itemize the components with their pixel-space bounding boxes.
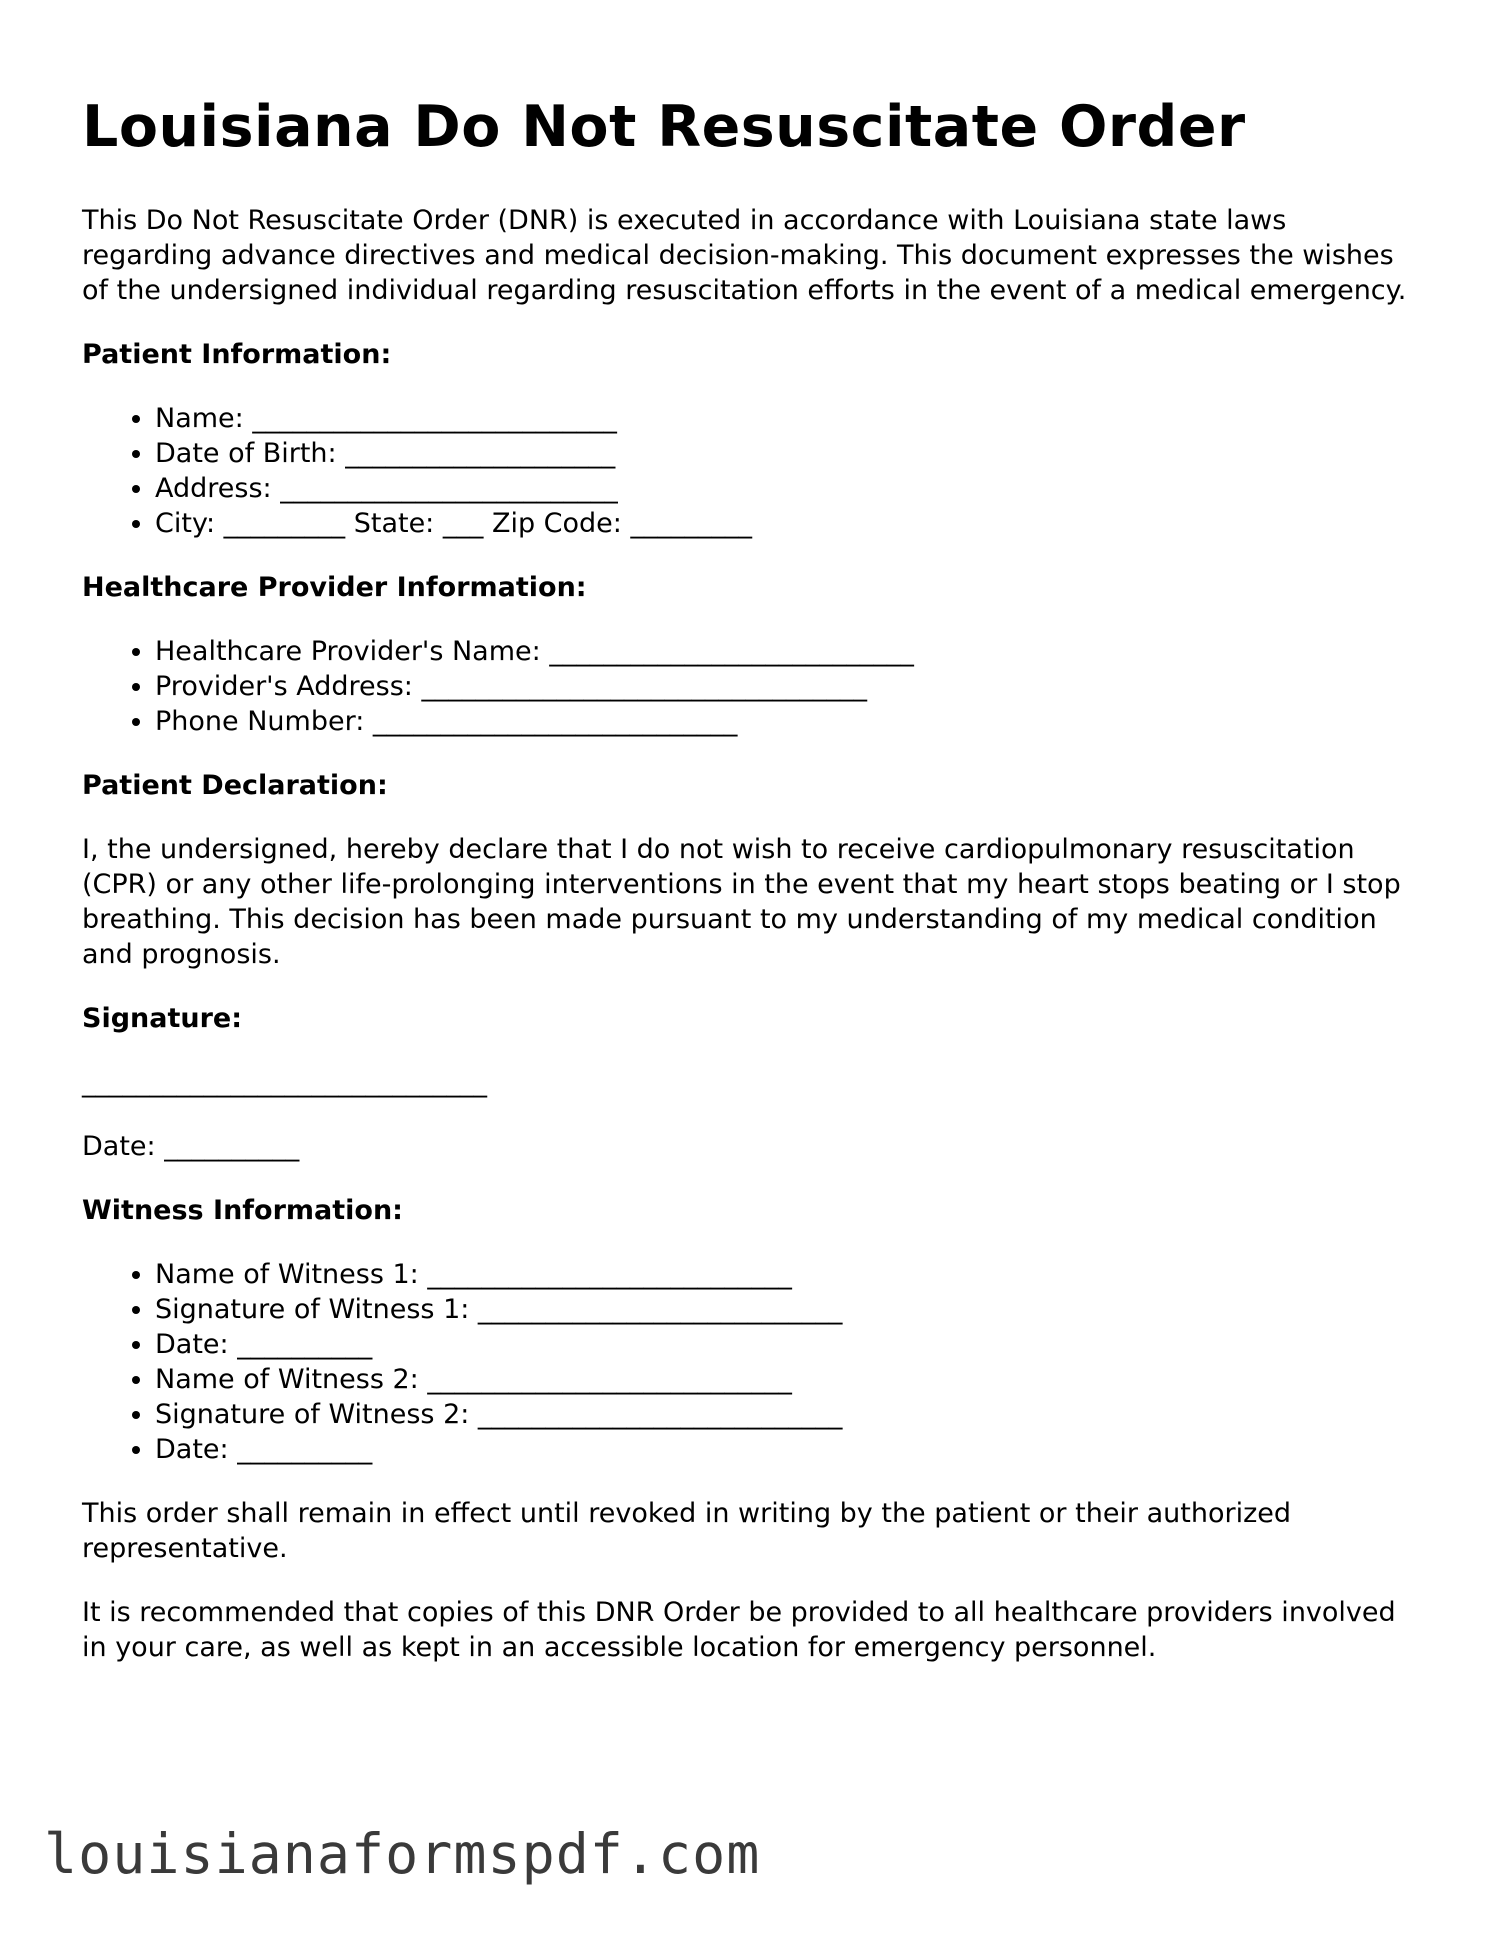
witness-info-list [82,1257,1422,1467]
patient-info-list [82,401,1422,541]
patient-info-heading: Patient Information: [82,338,392,370]
witness-2-name-field[interactable]: • Name of Witness 2: ___________________________ [155,1362,1422,1397]
witness-2-date-field[interactable]: • Date: __________ [155,1432,1422,1467]
patient-name-field[interactable]: • Name: ___________________________ [155,401,1422,436]
intro-paragraph: This Do Not Resuscitate Order (DNR) is executed in accordance with Louisiana state laws regarding advance directives and medical decision-making. This document expresses the wishes of the undersigned individual regarding resuscitation efforts in the event of a medical emergency. [82,204,1407,306]
provider-info-heading: Healthcare Provider Information: [82,571,587,603]
provider-address-field[interactable]: • Provider's Address: _________________________________ [155,669,1422,704]
witness-2-signature-field[interactable]: • Signature of Witness 2: ___________________________ [155,1397,1422,1432]
closing-paragraph-revocation: This order shall remain in effect until revoked in writing by the patient or their authorized representative. [82,1497,1292,1564]
signature-heading: Signature: [82,1002,243,1034]
patient-dob-field[interactable]: • Date of Birth: ____________________ [155,436,1422,471]
document-page [82,96,1422,1665]
provider-phone-field[interactable]: • Phone Number: ___________________________ [155,704,1422,739]
provider-info-list [82,634,1422,739]
patient-signature-line[interactable]: ______________________________ [82,1066,487,1098]
provider-name-field[interactable]: • Healthcare Provider's Name: ___________________________ [155,634,1422,669]
witness-info-heading: Witness Information: [82,1194,403,1226]
signature-date-field[interactable]: Date: __________ [82,1130,300,1162]
witness-1-signature-field[interactable]: • Signature of Witness 1: ___________________________ [155,1292,1422,1327]
declaration-heading: Patient Declaration: [82,769,388,801]
watermark-url: louisianaformspdf.com [44,1822,761,1886]
document-title: Louisiana Do Not Resuscitate Order [82,94,1246,160]
witness-1-date-field[interactable]: • Date: __________ [155,1327,1422,1362]
patient-city-state-zip-field[interactable]: • City: _________ State: ___ Zip Code: _________ [155,506,1422,541]
witness-1-name-field[interactable]: • Name of Witness 1: ___________________________ [155,1257,1422,1292]
declaration-paragraph: I, the undersigned, hereby declare that I do not wish to receive cardiopulmonary resuscitation (CPR) or any other life-prolonging interventions in the event that my heart stops beating or I stop breathing. This decision has been made pursuant to my understanding of my medical condition and prognosis. [82,833,1401,970]
closing-paragraph-copies: It is recommended that copies of this DNR Order be provided to all healthcare providers involved in your care, as well as kept in an accessible location for emergency personnel. [82,1596,1396,1663]
patient-address-field[interactable]: • Address: _________________________ [155,471,1422,506]
